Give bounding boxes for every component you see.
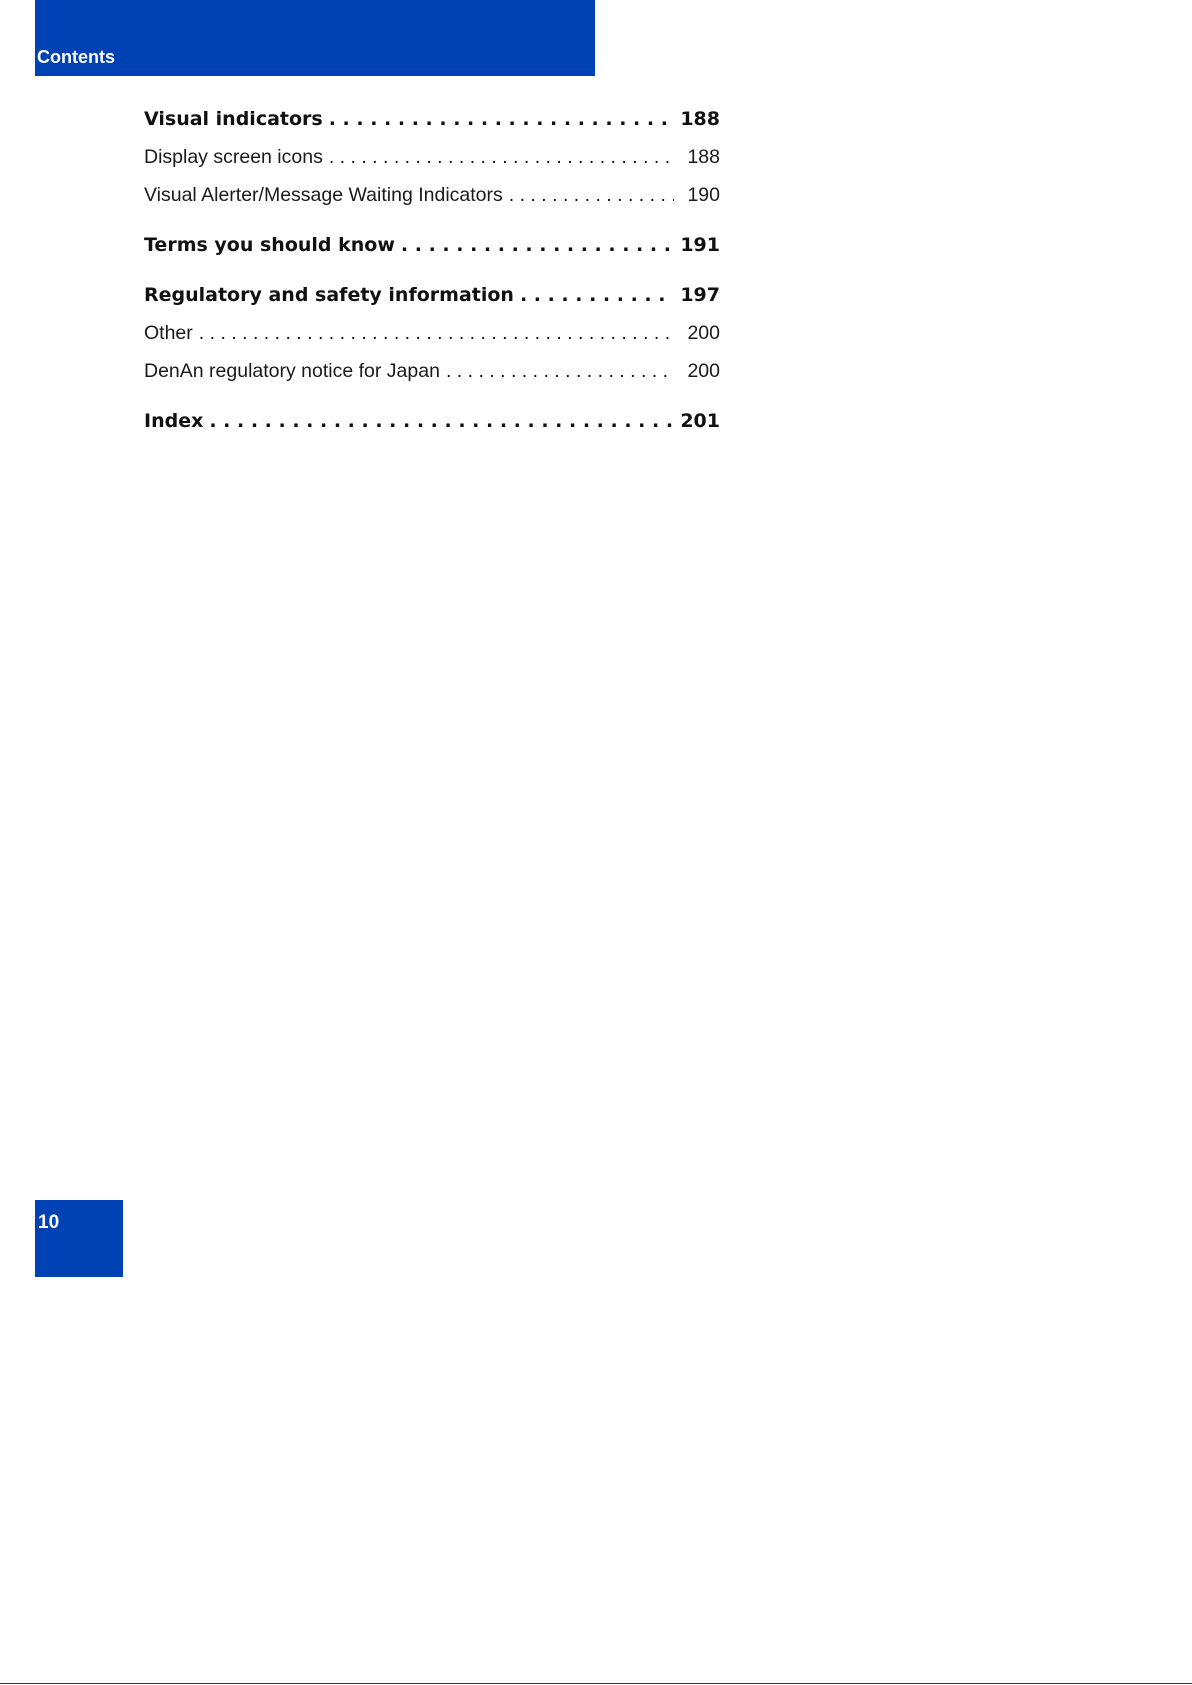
- toc-entry-page: 200: [687, 360, 720, 382]
- toc-entry[interactable]: [144, 142, 720, 172]
- toc-dot-leader: [520, 280, 674, 310]
- toc-entry-page: 188: [687, 146, 720, 168]
- toc-entry-label: Regulatory and safety information: [144, 284, 514, 306]
- toc-entry-page: 191: [680, 234, 720, 256]
- table-of-contents: [144, 104, 720, 436]
- toc-entry-label: Visual Alerter/Message Waiting Indicators: [144, 184, 503, 206]
- toc-entry-page: 197: [680, 284, 720, 306]
- toc-entry[interactable]: [144, 280, 720, 310]
- toc-entry[interactable]: [144, 180, 720, 210]
- bottom-divider: [0, 1683, 1192, 1684]
- toc-dot-leader: [209, 406, 674, 436]
- toc-entry-page: 200: [687, 322, 720, 344]
- toc-entry-page: 188: [680, 108, 720, 130]
- page-number: 10: [38, 1212, 60, 1233]
- toc-entry[interactable]: [144, 230, 720, 260]
- toc-entry[interactable]: [144, 104, 720, 134]
- toc-dot-leader: [199, 318, 674, 348]
- toc-entry-label: Visual indicators: [144, 108, 323, 130]
- toc-entry[interactable]: [144, 406, 720, 436]
- toc-entry[interactable]: [144, 356, 720, 386]
- toc-dot-leader: [329, 104, 674, 134]
- toc-entry-label: Index: [144, 410, 204, 432]
- toc-entry-label: Display screen icons: [144, 146, 323, 168]
- toc-entry-label: Other: [144, 322, 193, 344]
- toc-entry-page: 190: [687, 184, 720, 206]
- toc-dot-leader: [401, 230, 674, 260]
- toc-entry-label: Terms you should know: [144, 234, 395, 256]
- toc-entry-label: DenAn regulatory notice for Japan: [144, 360, 440, 382]
- toc-entry[interactable]: [144, 318, 720, 348]
- toc-dot-leader: [509, 180, 674, 210]
- toc-dot-leader: [446, 356, 674, 386]
- toc-entry-page: 201: [680, 410, 720, 432]
- toc-dot-leader: [329, 142, 674, 172]
- page-section-title: Contents: [37, 47, 115, 67]
- header-bar: [35, 0, 595, 76]
